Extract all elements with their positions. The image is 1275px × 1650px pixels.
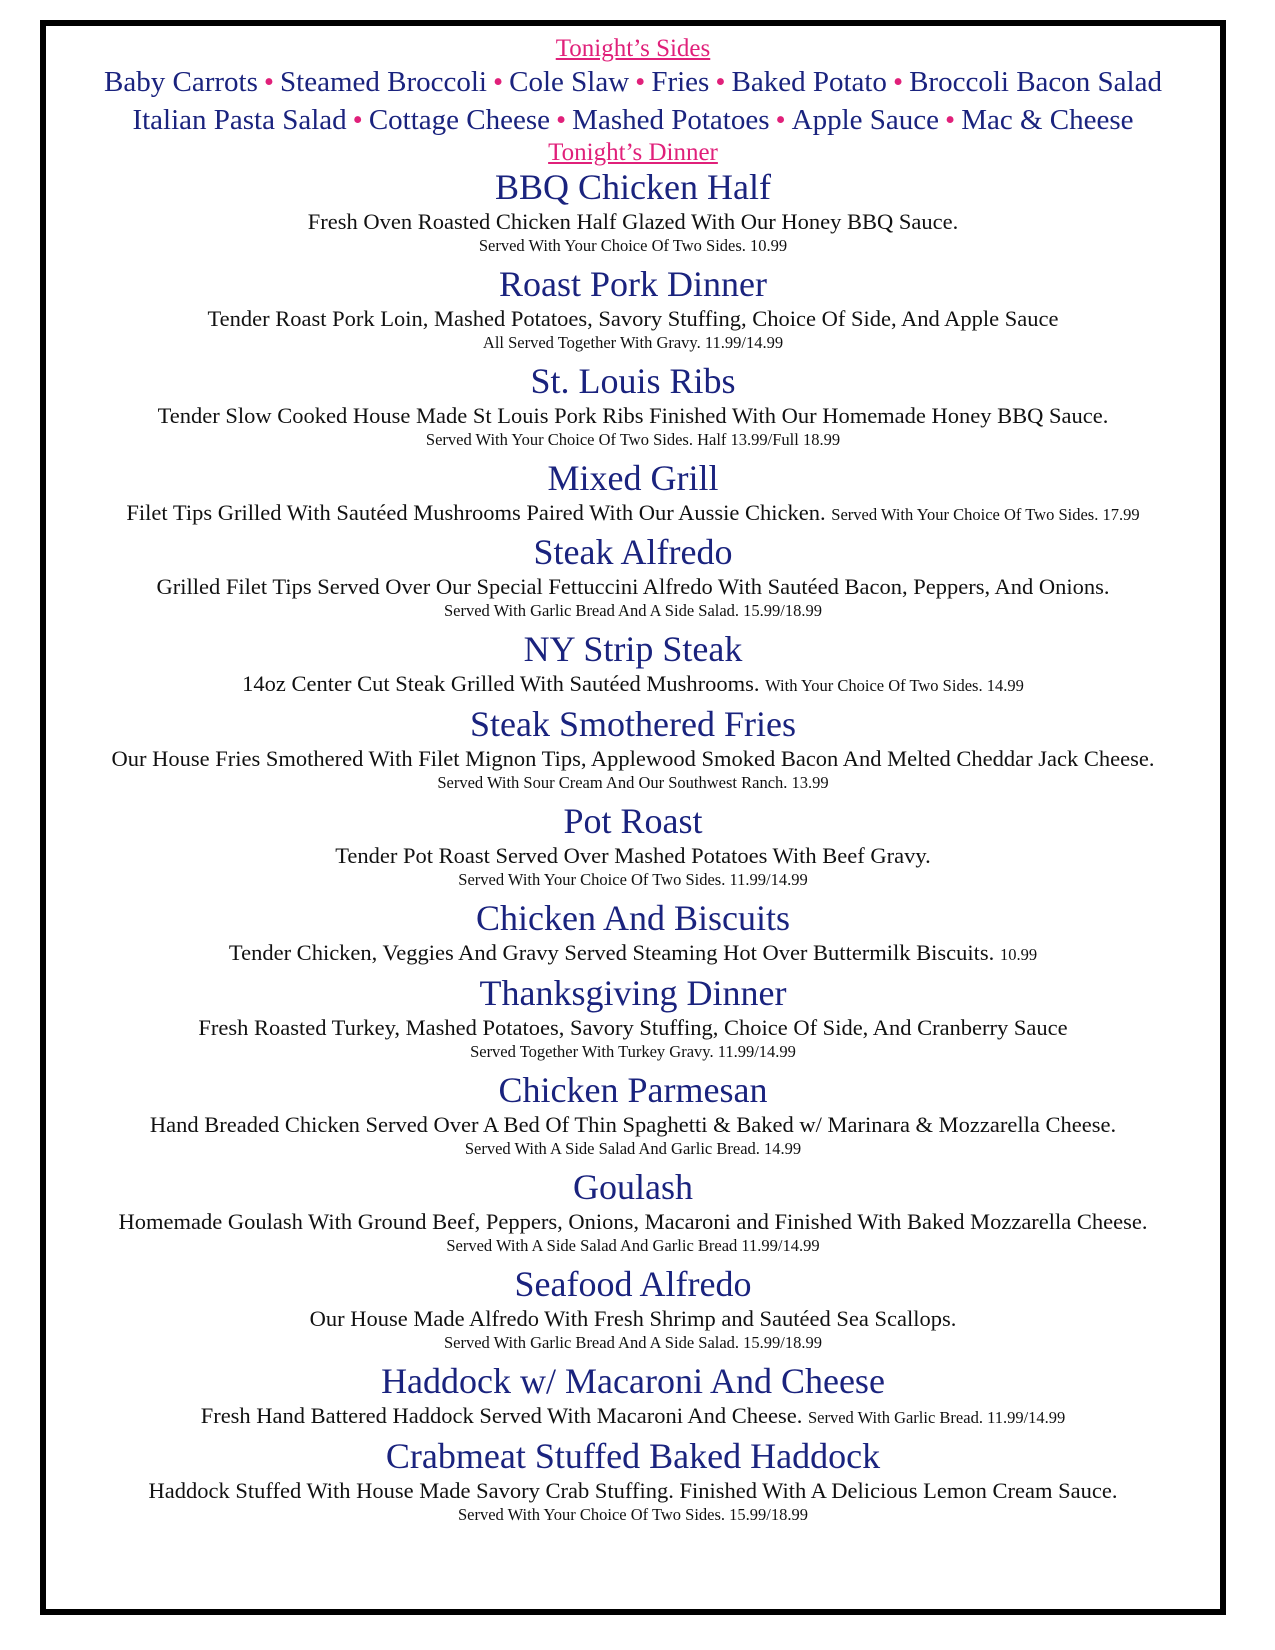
side-item: Mac & Cheese [961, 104, 1134, 136]
menu-item-title: Crabmeat Stuffed Baked Haddock [385, 1436, 881, 1476]
menu-item-description [46, 1402, 1220, 1431]
bullet-separator: • [263, 66, 275, 98]
menu-item-description [46, 1208, 1220, 1235]
menu-item-description-text: Hand Breaded Chicken Served Over A Bed Of Thin Spaghetti & Baked w/ Marinara & Mozzarella Cheese. [149, 1112, 1117, 1137]
side-item: Steamed Broccoli [280, 66, 487, 98]
menu-item-description-text: Tender Pot Roast Served Over Mashed Potatoes With Beef Gravy. [335, 843, 931, 868]
menu-item-price-note: Served With Your Choice Of Two Sides. 11.99/14.99 [458, 870, 808, 889]
menu-item [46, 457, 1220, 528]
menu-item-description [46, 208, 1220, 235]
dinner-heading: Tonight’s Dinner [548, 139, 718, 166]
menu-item-description [46, 499, 1220, 528]
menu-item-title: Seafood Alfredo [514, 1264, 752, 1304]
menu-item-title: Thanksgiving Dinner [479, 973, 787, 1013]
bullet-separator: • [775, 104, 786, 136]
menu-page [46, 26, 1220, 1609]
sides-heading: Tonight’s Sides [555, 35, 711, 62]
menu-item-price-note: Served With A Side Salad And Garlic Bread. 14.99 [464, 1139, 802, 1158]
menu-item-title: NY Strip Steak [523, 629, 743, 669]
menu-item-description-text: Tender Roast Pork Loin, Mashed Potatoes, Savory Stuffing, Choice Of Side, And Apple Sauce [207, 306, 1059, 331]
menu-item-price-note: With Your Choice Of Two Sides. 14.99 [765, 676, 1024, 695]
menu-item-description [46, 402, 1220, 429]
menu-item [46, 1166, 1220, 1256]
menu-item-title: Haddock w/ Macaroni And Cheese [381, 1361, 885, 1401]
menu-item-price-note: 10.99 [999, 945, 1038, 964]
menu-item-price-note: Served With Your Choice Of Two Sides. 15.99/18.99 [457, 1505, 809, 1524]
menu-item-description [46, 1305, 1220, 1332]
menu-item-title: Chicken Parmesan [498, 1070, 768, 1110]
bullet-separator: • [715, 66, 726, 98]
menu-item-title: Steak Alfredo [533, 532, 733, 572]
menu-item-description-text: Fresh Oven Roasted Chicken Half Glazed With Our Honey BBQ Sauce. [307, 209, 959, 234]
menu-item-description-text: Homemade Goulash With Ground Beef, Peppers, Onions, Macaroni and Finished With Baked Mozzarella Cheese. [118, 1209, 1148, 1234]
menu-item-description-text: Haddock Stuffed With House Made Savory Crab Stuffing. Finished With A Delicious Lemon Cream Sauce. [148, 1478, 1118, 1503]
bullet-separator: • [635, 66, 646, 98]
menu-item-description [46, 305, 1220, 332]
menu-item [46, 703, 1220, 793]
menu-item-description [46, 745, 1220, 772]
sides-line-1 [46, 64, 1220, 100]
side-item: Cole Slaw [509, 66, 630, 98]
menu-item-description [46, 1111, 1220, 1138]
menu-item-title: Mixed Grill [547, 458, 719, 498]
side-item: Mashed Potatoes [572, 104, 770, 136]
menu-item-description [46, 842, 1220, 869]
menu-item [46, 531, 1220, 621]
side-item: Apple Sauce [791, 104, 940, 136]
menu-item-description-text: Filet Tips Grilled With Sautéed Mushrooms Paired With Our Aussie Chicken. [126, 500, 826, 525]
side-item: Baked Potato [731, 66, 887, 98]
menu-item-price-note: Served With Your Choice Of Two Sides. Half 13.99/Full 18.99 [425, 430, 841, 449]
menu-frame [40, 20, 1226, 1615]
bullet-separator: • [556, 104, 567, 136]
side-item: Cottage Cheese [368, 104, 551, 136]
menu-item-title: Chicken And Biscuits [476, 898, 790, 938]
menu-item-title: Goulash [573, 1167, 693, 1207]
menu-item [46, 1435, 1220, 1525]
menu-item [46, 263, 1220, 353]
menu-item-description-text: 14oz Center Cut Steak Grilled With Sautéed Mushrooms. [242, 671, 760, 696]
menu-item [46, 166, 1220, 256]
menu-item-description [46, 939, 1220, 968]
side-item: Baby Carrots [104, 66, 258, 98]
menu-item-description-text: Tender Chicken, Veggies And Gravy Served Steaming Hot Over Buttermilk Biscuits. [228, 940, 995, 965]
menu-item-description-text: Grilled Filet Tips Served Over Our Special Fettuccini Alfredo With Sautéed Bacon, Peppers, And Onions. [156, 574, 1110, 599]
menu-item [46, 360, 1220, 450]
menu-item-price-note: Served With A Side Salad And Garlic Bread 11.99/14.99 [446, 1236, 820, 1255]
menu-item [46, 628, 1220, 699]
menu-item [46, 1263, 1220, 1353]
bullet-separator: • [945, 104, 956, 136]
menu-item-description-text: Fresh Hand Battered Haddock Served With Macaroni And Cheese. [200, 1403, 803, 1428]
menu-item-description [46, 670, 1220, 699]
menu-item-description-text: Our House Made Alfredo With Fresh Shrimp and Sautéed Sea Scallops. [309, 1306, 957, 1331]
menu-item-description-text: Fresh Roasted Turkey, Mashed Potatoes, Savory Stuffing, Choice Of Side, And Cranberry Sauce [198, 1015, 1068, 1040]
menu-item [46, 897, 1220, 968]
menu-item [46, 1360, 1220, 1431]
menu-item-title: BBQ Chicken Half [495, 167, 771, 207]
menu-item-title: Steak Smothered Fries [470, 704, 796, 744]
side-item: Fries [651, 66, 710, 98]
menu-item-description-text: Our House Fries Smothered With Filet Mignon Tips, Applewood Smoked Bacon And Melted Cheddar Jack Cheese. [111, 746, 1155, 771]
menu-item-price-note: Served With Garlic Bread And A Side Salad. 15.99/18.99 [443, 601, 823, 620]
menu-item-description [46, 573, 1220, 600]
bullet-separator: • [892, 66, 904, 98]
menu-item-price-note: Served With Garlic Bread And A Side Salad. 15.99/18.99 [443, 1333, 823, 1352]
menu-item [46, 800, 1220, 890]
menu-item-price-note: Served Together With Turkey Gravy. 11.99/14.99 [470, 1042, 796, 1061]
menu-item-title: Roast Pork Dinner [499, 264, 767, 304]
menu-item-title: Pot Roast [563, 801, 703, 841]
menu-item-price-note: Served With Your Choice Of Two Sides. 10.99 [478, 236, 788, 255]
menu-item-price-note: All Served Together With Gravy. 11.99/14.99 [482, 333, 784, 352]
menu-item [46, 972, 1220, 1062]
menu-item-price-note: Served With Sour Cream And Our Southwest Ranch. 13.99 [437, 773, 829, 792]
menu-item-description-text: Tender Slow Cooked House Made St Louis Pork Ribs Finished With Our Homemade Honey BBQ Sauce. [157, 403, 1109, 428]
menu-item-description [46, 1014, 1220, 1041]
side-item: Italian Pasta Salad [132, 104, 347, 136]
menu-item-price-note: Served With Your Choice Of Two Sides. 17.99 [831, 505, 1140, 524]
side-item: Broccoli Bacon Salad [909, 66, 1162, 98]
menu-item [46, 1069, 1220, 1159]
bullet-separator: • [492, 66, 504, 98]
menu-item-title: St. Louis Ribs [530, 361, 736, 401]
menu-item-price-note: Served With Garlic Bread. 11.99/14.99 [807, 1408, 1066, 1427]
sides-line-2 [46, 102, 1220, 138]
bullet-separator: • [352, 104, 363, 136]
menu-item-description [46, 1477, 1220, 1504]
